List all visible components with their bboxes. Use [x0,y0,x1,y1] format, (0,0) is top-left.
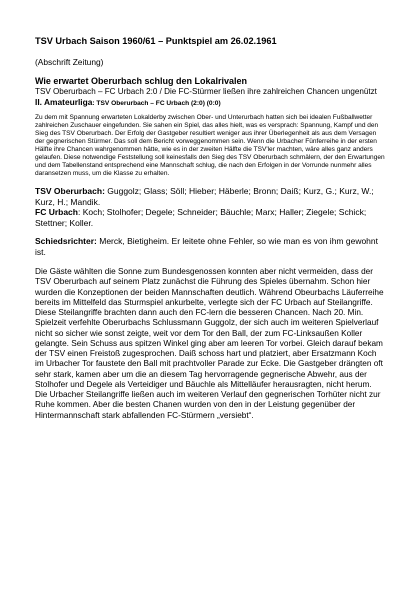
league-result: : TSV Oberurbach – FC Urbach (2:0) (0:0) [92,99,221,107]
article-subheadline: TSV Oberurbach – FC Urbach 2:0 / Die FC-Stürmer ließen ihre zahlreichen Chancen ungenützt [35,87,377,96]
lineup-home-label: TSV Oberurbach: [35,186,105,197]
league-label: II. Amateurliga [35,96,93,107]
referee-label: Schiedsrichter: [35,236,97,247]
referee-line [35,236,385,257]
lineup-away-label: FC Urbach [35,207,78,218]
lineup-away [35,207,385,228]
document-page [35,36,385,421]
source-note: (Abschrift Zeitung) [35,57,104,67]
article-summary: Zu dem mit Spannung erwarteten Lokalderby zwischen Ober- und Unterurbach hatten sich bei idealen Fußballwetter zahlreichen Zuschauer eingefunden. Sie sahen ein Spiel, das alles hielt, was es versprach: Spannung, Kampf und den Sieg des TSV Oberurbach. Der Erfolg der Gastgeber resultiert weniger aus ihrer Überlegenheit als aus dem Versagen der gegnerischen Stürmer. Das soll dem Bericht vorweggenommen sein. Wenn die Urbacher Fünferreihe in der ersten Hälfte ihre Chancen wahrgenommen hätte, wie es in der zweiten Hälfte die TSV'ler machten, wäre alles ganz anders gelaufen. Diese notwendige Feststellung soll keinesfalls den Sieg des TSV Oberurbach schmälern, der den Erwartungen und dem Tabellenstand entsprechend eine Mannschaft schlug, die nach den Erfolgen in der Vorrunde nunmehr alles daransetzen muss, um die Klasse zu erhalten. [35,113,385,178]
document-title: TSV Urbach Saison 1960/61 – Punktspiel am 26.02.1961 [35,36,277,46]
referee-text: Merck, Bietigheim. Er leitete ohne Fehler, so wie man es von ihm gewohnt ist. [35,236,378,257]
article-headline: Wie erwartet Oberurbach schlug den Lokalrivalen [35,76,247,86]
lineup-home [35,186,385,207]
spacer [35,228,385,236]
league-line [35,97,385,109]
lineup-home-players: Guggolz; Glass; Söll; Hieber; Häberle; Bronn; Daiß; Kurz, G.; Kurz, W.; Kurz, H.; Mandik. [35,186,374,207]
match-report: Die Gäste wählten die Sonne zum Bundesgenossen konnten aber nicht vermeiden, dass der TSV Oberurbach auf seinem Platz zunächst die Führung des Spieles übernahm. Schon hier wurden die Konzeptionen der beiden Mannschaften deutlich. Während Obeurbachs Läuferreihe bereits im Mittelfeld das Sturmspiel ankurbelte, verlegte sich der FC Urbach auf Steilangriffe. Diese Steilangriffe brachten dann auch den FC-lern die besseren Chancen. Nach 20. Min. Spielzeit verfehlte Oberurbachs Schlussmann Guggolz, der sich auch im weiteren Spielverlauf nicht so sicher wie sonst zeigte, weit vor dem Tor den Ball, der zum FC-Linksaußen Koller gelangte. Sein Schuss aus spitzen Winkel ging aber am leeren Tor vorbei. Gleich darauf bekam der TSV einen Freistoß zugesprochen. Daiß schoss hart und platziert, aber Ersatzmann Koch im Urbacher Tor faustete den Ball mit prachtvoller Parade zur Ecke. Die Gastgeber drängten oft sehr stark, kamen aber um die an diesem Tag hervorragende gegnerische Abwehr, aus der Stolhofer und Degele als Verteidiger und Bäuchle als Mittelläufer herausragten, nicht herum. Die Urbacher Steilangriffe ließen auch im weiteren Verlauf den gegnerischen Torhüter nicht zur Ruhe kommen. Aber die besten Chanen wurden von den in der Leistung gegenüber der Hintermannschaft stark abfallenden FC-Stürmern „versiebt“. [35,267,384,420]
lineup-away-players: : Koch; Stolhofer; Degele; Schneider; Bäuchle; Marx; Haller; Ziegele; Schick; Stettner; Koller. [35,207,367,228]
